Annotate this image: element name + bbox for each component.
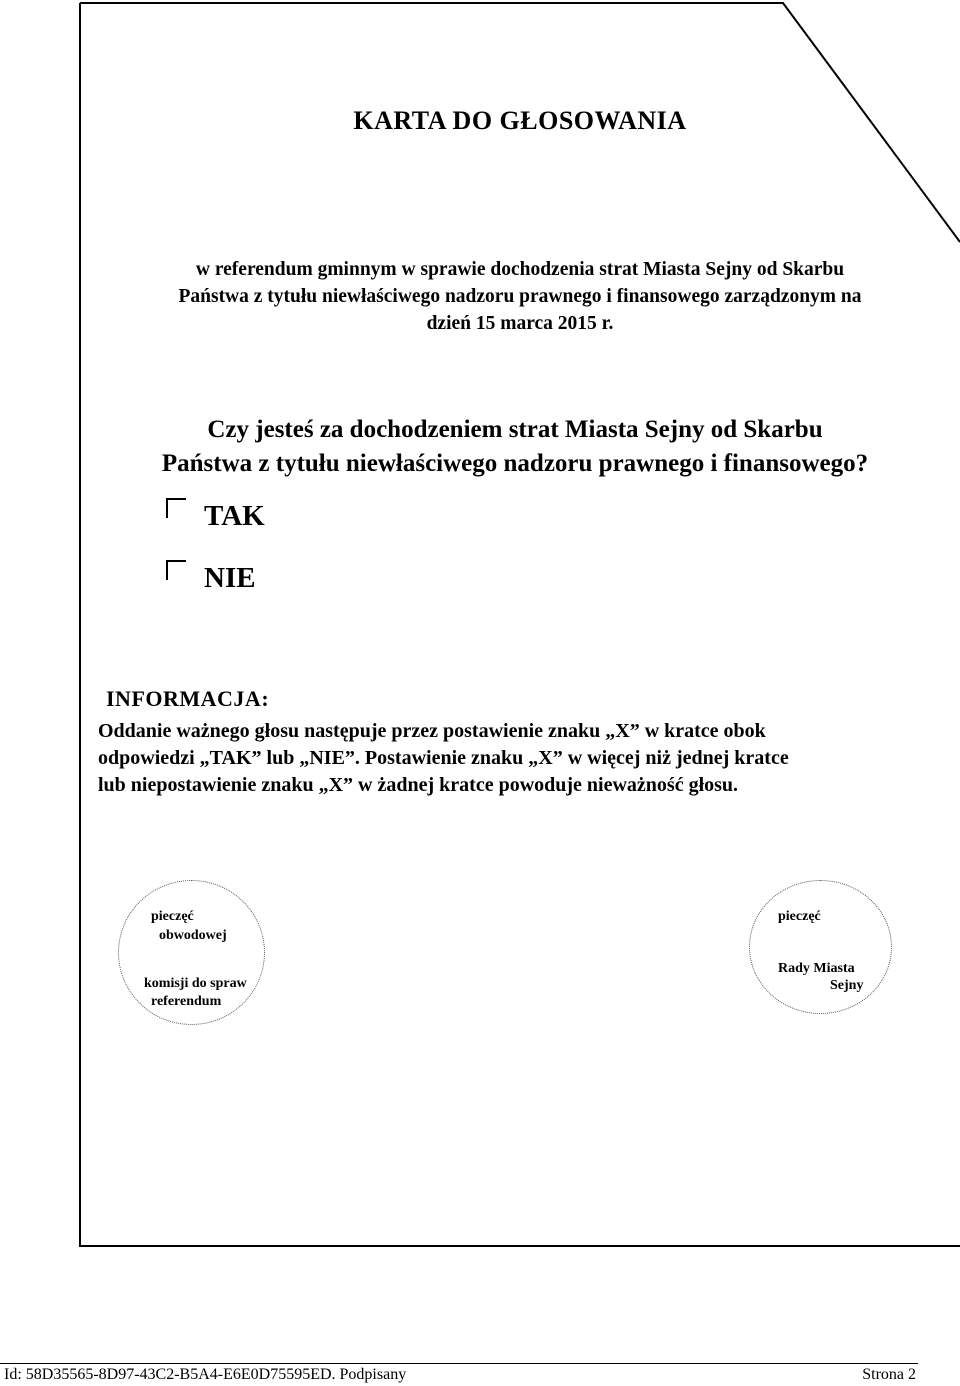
stamp-text: Sejny xyxy=(830,978,864,993)
commission-stamp xyxy=(118,880,265,1025)
stamp-text: referendum xyxy=(151,994,222,1009)
document-id: Id: 58D35565-8D97-43C2-B5A4-E6E0D75595ED. Podpisany xyxy=(4,1366,407,1383)
info-text xyxy=(98,718,938,799)
ballot-title: KARTA DO GŁOSOWANIA xyxy=(353,106,687,135)
stamp-text: pieczęć xyxy=(151,909,194,924)
description-line: Państwa z tytułu niewłaściwego nadzoru prawnego i finansowego zarządzonym na xyxy=(178,286,862,307)
question-line: Czy jesteś za dochodzeniem strat Miasta Sejny od Skarbu xyxy=(207,416,823,443)
checkbox-no[interactable] xyxy=(166,560,186,580)
info-line: Oddanie ważnego głosu następuje przez postawienie znaku „X” w kratce obok xyxy=(98,720,766,742)
stamp-text: komisji do spraw xyxy=(144,976,247,991)
checkbox-yes[interactable] xyxy=(166,498,186,518)
stamp-text: pieczęć xyxy=(778,909,821,924)
info-line: odpowiedzi „TAK” lub „NIE”. Postawienie znaku „X” w więcej niż jednej kratce xyxy=(98,747,789,769)
info-line: lub niepostawienie znaku „X” w żadnej kratce powoduje nieważność głosu. xyxy=(98,774,739,796)
info-heading: INFORMACJA: xyxy=(106,686,270,711)
description-line: dzień 15 marca 2015 r. xyxy=(426,313,614,334)
stamp-text: Rady Miasta xyxy=(778,961,855,976)
referendum-description xyxy=(100,256,940,337)
council-stamp xyxy=(749,880,892,1014)
option-no-label: NIE xyxy=(204,562,256,594)
description-line: w referendum gminnym w sprawie dochodzenia strat Miasta Sejny od Skarbu xyxy=(195,259,845,280)
option-yes-label: TAK xyxy=(204,500,265,532)
footer-divider xyxy=(0,1363,918,1364)
referendum-question xyxy=(90,413,940,481)
question-line: Państwa z tytułu niewłaściwego nadzoru prawnego i finansowego? xyxy=(161,450,869,477)
page-number: Strona 2 xyxy=(862,1366,916,1383)
stamp-text: obwodowej xyxy=(159,928,227,943)
